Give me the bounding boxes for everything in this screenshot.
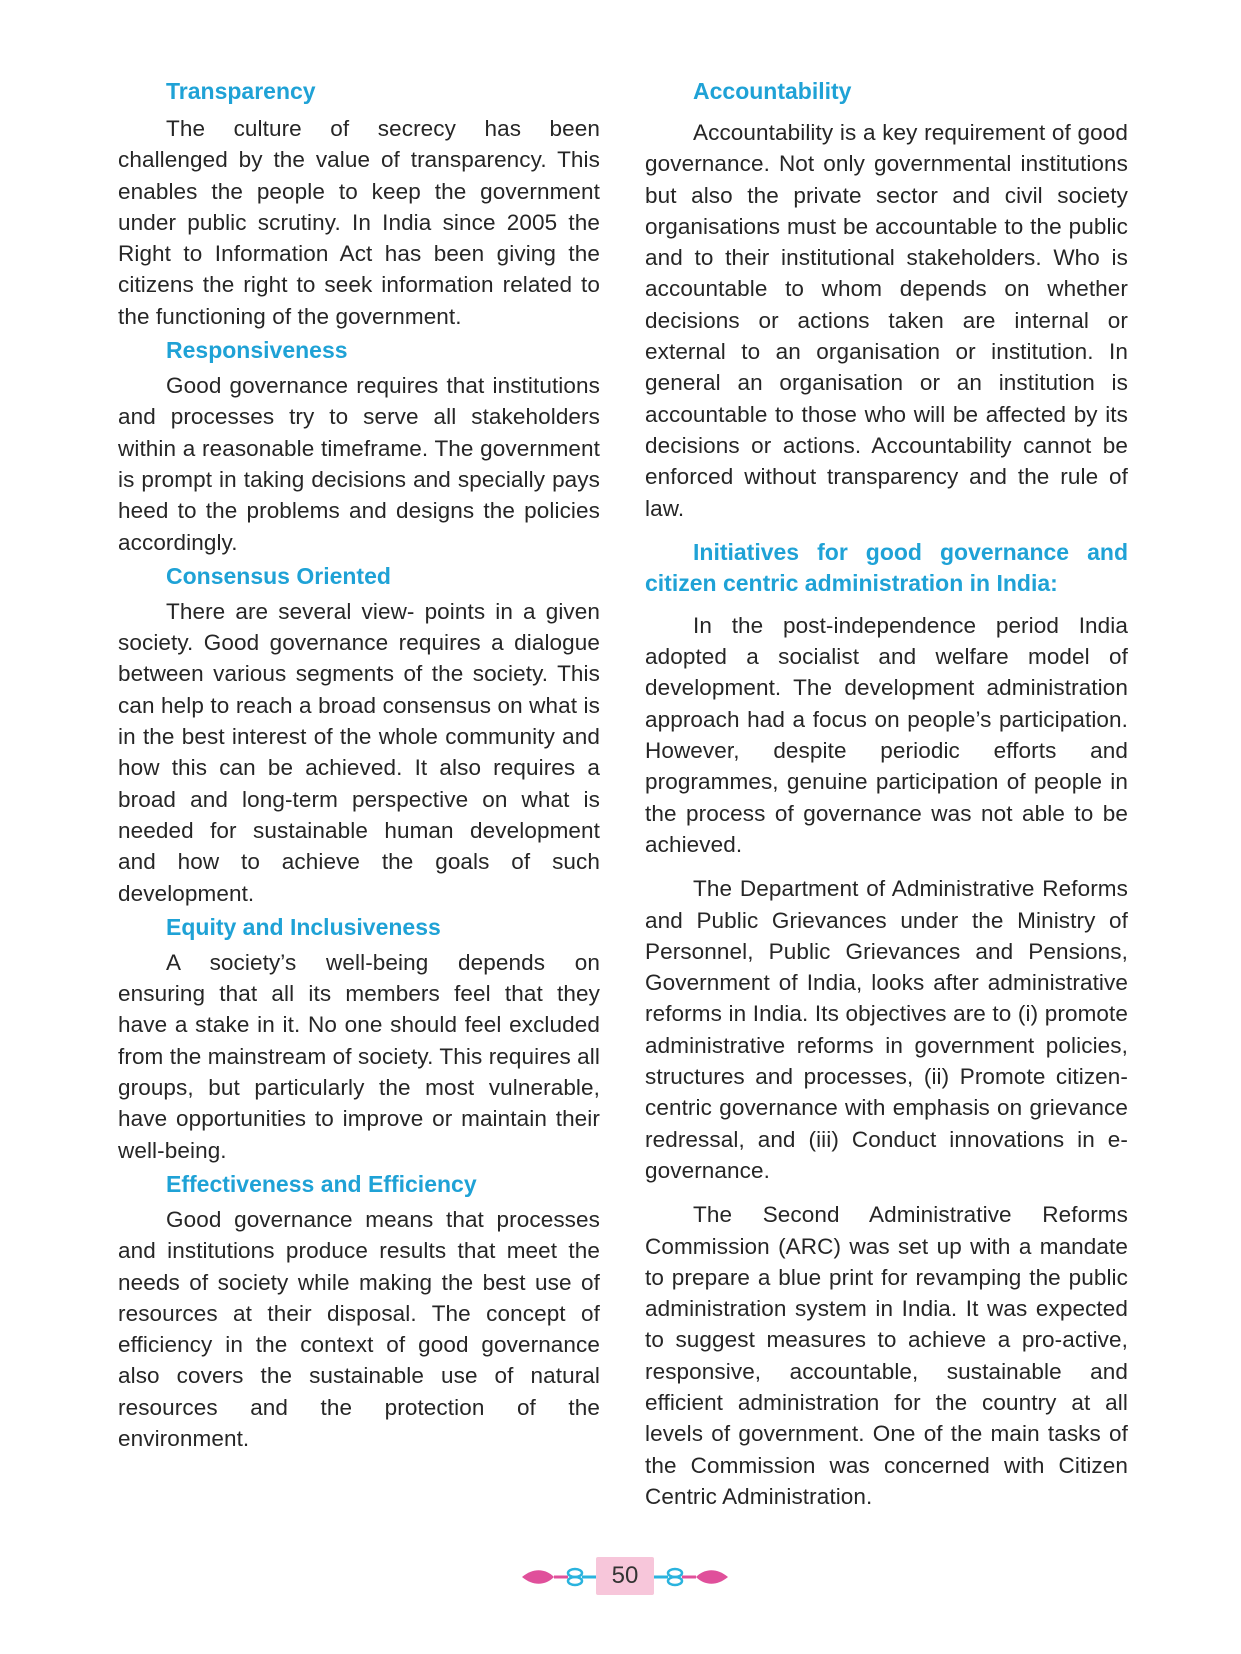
heading-consensus-oriented: Consensus Oriented <box>166 562 391 589</box>
paragraph-initiatives-2: The Department of Administrative Reforms and Public Grievances under the Ministry of Personnel, Public Grievances and Pensions, Government of India, looks after administrative reforms in India. Its objectives are to (i) promote administrative reforms in government policies, structures and processes, (ii) Promote citizen-centric governance with emphasis on grievance redressal, and (iii) Conduct innovations in e-governance. <box>645 876 1128 1183</box>
right-column <box>645 76 1128 1512</box>
heading-accountability: Accountability <box>693 78 852 104</box>
heading-effectiveness-efficiency: Effectiveness and Efficiency <box>166 1170 477 1197</box>
heading-equity-inclusiveness: Equity and Inclusiveness <box>166 913 441 940</box>
paragraph-responsiveness: Good governance requires that institutions and processes try to serve all stakeholders within a reasonable timeframe. The government is prompt in taking decisions and specially pays heed to the problems and designs the policies accordingly. <box>118 373 600 555</box>
flourish-right-icon <box>654 1563 730 1591</box>
paragraph-initiatives-1: In the post-independence period India adopted a socialist and welfare model of development. The development administration approach had a focus on people’s participation. However, despite periodic efforts and programmes, genuine participation of people in the process of governance was not able to be achieved. <box>645 612 1128 857</box>
paragraph-equity-inclusiveness: A society’s well-being depends on ensuring that all its members feel that they have a stake in it. No one should feel excluded from the mainstream of society. This requires all groups, but particularly the most vulnerable, have opportunities to improve or maintain their well-being. <box>118 949 600 1163</box>
paragraph-consensus-oriented: There are several view- points in a given society. Good governance requires a dialogue between various segments of the society. This can help to reach a broad consensus on what is in the best interest of the whole community and how this can be achieved. It also requires a broad and long-term perspective on what is needed for sustainable human development and how to achieve the goals of such development. <box>118 598 600 906</box>
paragraph-transparency: The culture of secrecy has been challenged by the value of transparency. This enables the people to keep the government under public scrutiny. In India since 2005 the Right to Information Act has been giving the citizens the right to seek information related to the functioning of the government. <box>118 116 600 329</box>
flourish-left-icon <box>520 1563 596 1591</box>
heading-transparency: Transparency <box>166 78 316 104</box>
paragraph-accountability: Accountability is a key requirement of good governance. Not only governmental institutions but also the private sector and civil society organisations must be accountable to the public and to their institutional stakeholders. Who is accountable to whom depends on whether decisions or actions taken are internal or external to an organisation or institution. In general an organisation or an institution is accountable to those who will be affected by its decisions or actions. Accountability cannot be enforced without transparency and the rule of law. <box>645 120 1128 521</box>
heading-initiatives: Initiatives for good governance and citizen centric administration in India: <box>645 538 1128 596</box>
left-column <box>118 76 600 1454</box>
paragraph-initiatives-3: The Second Administrative Reforms Commission (ARC) was set up with a mandate to prepare a blue print for revamping the public administration system in India. It was expected to suggest measures to achieve a pro-active, responsive, accountable, sustainable and efficient administration for the country at all levels of government. One of the main tasks of the Commission was concerned with Citizen Centric Administration. <box>645 1202 1128 1509</box>
page-footer <box>520 1553 730 1601</box>
heading-responsiveness: Responsiveness <box>166 337 348 364</box>
page-number: 50 <box>596 1557 654 1595</box>
paragraph-effectiveness-efficiency: Good governance means that processes and institutions produce results that meet the needs of society while making the best use of resources at their disposal. The concept of efficiency in the context of good governance also covers the sustainable use of natural resources and the protection of the environment. <box>118 1206 600 1451</box>
